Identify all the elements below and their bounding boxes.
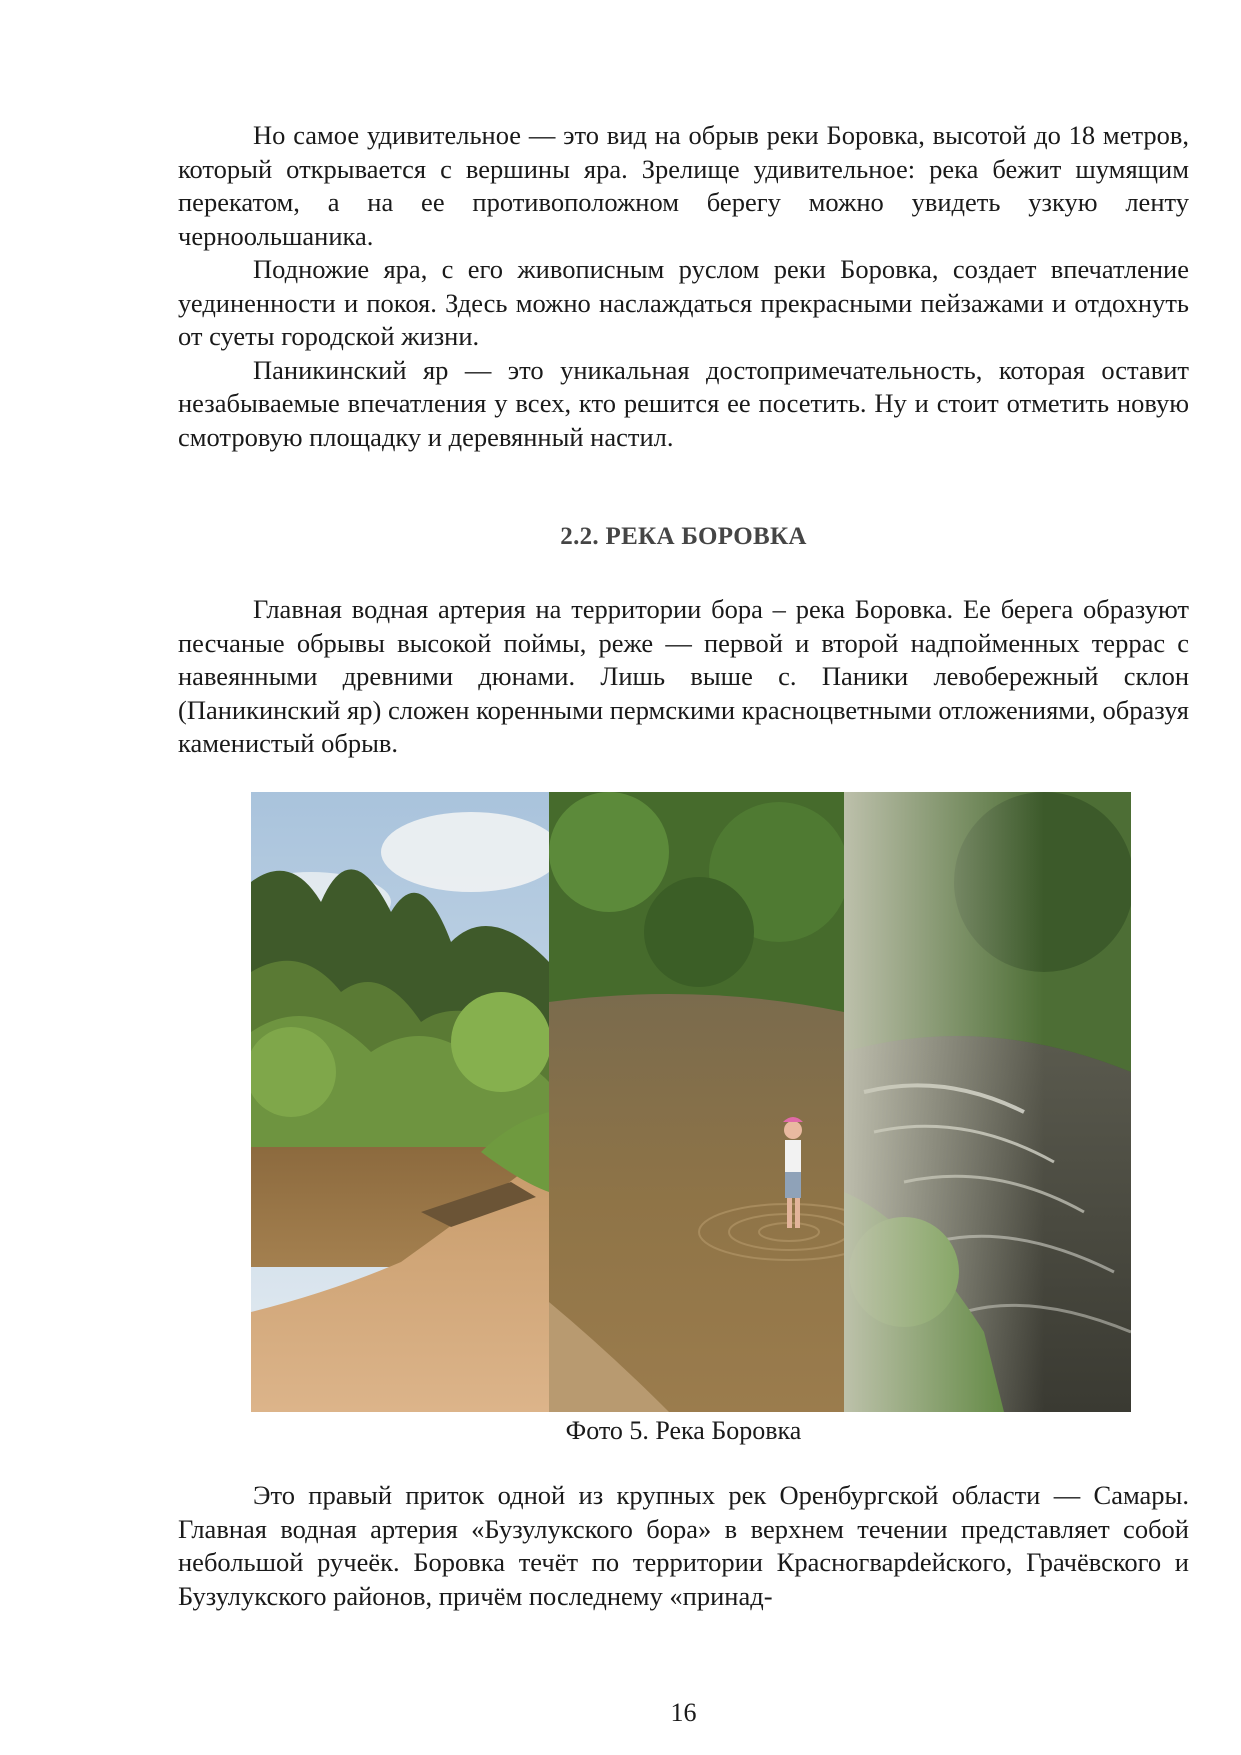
photo-caption: Фото 5. Река Боровка bbox=[565, 1416, 802, 1445]
paragraph: Паникинский яр — это уникальная достопримечательность, которая оставит незабываемые впечатления у всех, кто решится ее посетить. Ну и стоит отметить новую смотровую площадку и деревянный настил. bbox=[178, 354, 1189, 452]
paragraph: Это правый приток одной из крупных рек Оренбургской области — Самары. Главная водная артерия «Бузулукского бора» в верхнем течении представляет собой небольшой ручеёк. Боровка течёт по территории Красногварdейского, Грачёвского и Бузулукского районов, причём последнему «принад- bbox=[178, 1480, 1189, 1611]
person-in-river-photo bbox=[549, 792, 844, 1412]
photo-strip bbox=[251, 792, 1131, 1412]
text-block-top bbox=[178, 119, 1189, 454]
paragraph: Главная водная артерия на территории бора – река Боровка. Ее берега образуют песчаные обрывы высокой поймы, реже — первой и второй надпойменных террас с навеянными древними дюнами. Лишь выше с. Паники левобережный склон (Паникинский яр) сложен коренными пермскими красноцветными отложениями, образуя каменистый обрыв. bbox=[178, 594, 1189, 758]
page-number: 16 bbox=[670, 1698, 697, 1727]
paragraph: Но самое удивительное — это вид на обрыв реки Боровка, высотой до 18 метров, который открывается с вершины яра. Зрелище удивительное: река бежит шумящим перекатом, а на ее противоположном берегу можно увидеть узкую ленту черноольшаника. bbox=[178, 120, 1189, 251]
river-bank-photo bbox=[251, 792, 549, 1412]
text-block-middle bbox=[178, 593, 1189, 761]
section-heading: 2.2. РЕКА БОРОВКА bbox=[560, 523, 807, 550]
text-block-bottom bbox=[178, 1479, 1189, 1613]
paragraph: Подножие яра, с его живописным руслом реки Боровка, создает впечатление уединенности и покоя. Здесь можно наслаждаться прекрасными пейзажами и отдохнуть от суеты городской жизни. bbox=[178, 254, 1189, 351]
river-rapids-photo bbox=[844, 792, 1131, 1412]
